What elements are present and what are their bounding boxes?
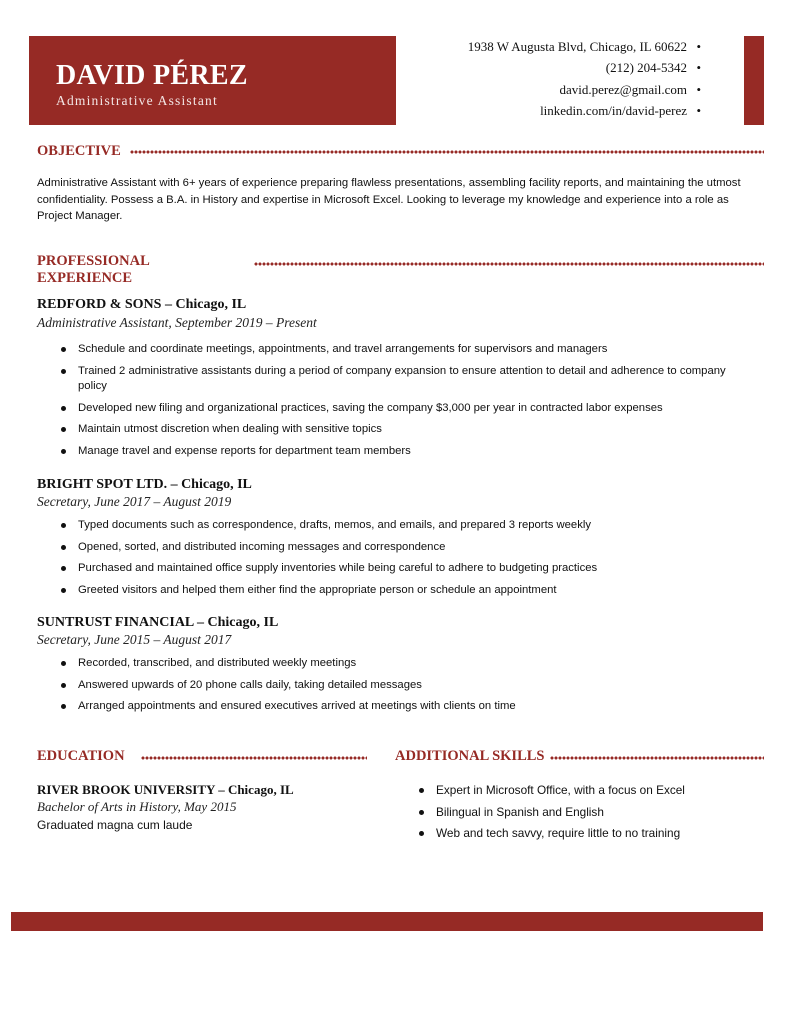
job-company: BRIGHT SPOT LTD. – Chicago, IL [37, 477, 252, 492]
job-company: REDFORD & SONS – Chicago, IL [37, 297, 247, 312]
contact-info [468, 36, 701, 121]
contact-linkedin [468, 100, 701, 121]
list-item: Purchased and maintained office supply inventories while being careful to adhere to budgeting practices [37, 561, 737, 577]
phone-text: (212) 204-5342 [605, 60, 687, 76]
linkedin-link[interactable]: linkedin.com/in/david-perez [540, 102, 687, 118]
job-role: Secretary, June 2017 – August 2019 [37, 494, 232, 509]
objective-text: Administrative Assistant with 6+ years of experience preparing flawless presentations, assembling facility reports, and maintaining the utmost confidentiality. Possess a B.A. in History and expertise in Microsoft Excel. Looking to leverage my knowledge and experience into a role as Project Manager. [37, 177, 741, 222]
contact-email [468, 79, 701, 100]
job-bullets [37, 342, 737, 465]
experience-heading-line2: EXPERIENCE [37, 270, 133, 286]
bullet-separator-icon: • [696, 102, 701, 118]
skills-heading: ADDITIONAL SKILLS [395, 748, 545, 764]
list-item: Bilingual in Spanish and English [395, 805, 765, 821]
contact-address [468, 36, 701, 57]
objective-heading: OBJECTIVE [37, 143, 121, 159]
job-role: Secretary, June 2015 – August 2017 [37, 632, 232, 647]
list-item: Schedule and coordinate meetings, appointments, and travel arrangements for supervisors and managers [37, 342, 737, 358]
address-text: 1938 W Augusta Blvd, Chicago, IL 60622 [467, 39, 687, 54]
dotted-divider [141, 756, 367, 760]
bullet-separator-icon: • [696, 39, 701, 54]
experience-heading-line1: PROFESSIONAL [37, 253, 150, 269]
experience-heading [37, 253, 150, 287]
list-item: Trained 2 administrative assistants during a period of company expansion to ensure attention to detail and adherence to company policy [37, 364, 737, 395]
education-heading: EDUCATION [37, 748, 125, 764]
contact-phone [468, 57, 701, 78]
footer-accent-bar [11, 912, 763, 931]
list-item: Opened, sorted, and distributed incoming messages and correspondence [37, 540, 737, 556]
bullet-separator-icon: • [696, 60, 701, 76]
list-item: Typed documents such as correspondence, drafts, memos, and emails, and prepared 3 reports weekly [37, 518, 737, 534]
candidate-name: DAVID PÉREZ [56, 60, 248, 91]
dotted-divider [550, 756, 764, 760]
candidate-title: Administrative Assistant [56, 93, 218, 108]
school-name: RIVER BROOK UNIVERSITY – Chicago, IL [37, 782, 294, 797]
dotted-divider [130, 150, 764, 154]
list-item: Expert in Microsoft Office, with a focus on Excel [395, 783, 765, 799]
list-item: Arranged appointments and ensured executives arrived at meetings with clients on time [37, 699, 737, 715]
list-item: Answered upwards of 20 phone calls daily, taking detailed messages [37, 678, 737, 694]
list-item: Greeted visitors and helped them either find the appropriate person or schedule an appointment [37, 583, 737, 599]
bullet-separator-icon: • [696, 81, 701, 97]
list-item: Developed new filing and organizational practices, saving the company $3,000 per year in contracted labor expenses [37, 401, 737, 417]
dotted-divider [254, 262, 764, 266]
list-item: Web and tech savvy, require little to no training [395, 826, 765, 842]
accent-side-bar [744, 36, 764, 125]
job-bullets [37, 656, 737, 721]
list-item: Maintain utmost discretion when dealing with sensitive topics [37, 422, 737, 438]
name-banner [29, 36, 396, 125]
job-role: Administrative Assistant, September 2019 – Present [37, 315, 317, 330]
degree: Bachelor of Arts in History, May 2015 [37, 799, 237, 814]
education-note: Graduated magna cum laude [37, 818, 193, 832]
job-company: SUNTRUST FINANCIAL – Chicago, IL [37, 615, 279, 630]
skills-list [395, 783, 765, 848]
list-item: Recorded, transcribed, and distributed weekly meetings [37, 656, 737, 672]
list-item: Manage travel and expense reports for department team members [37, 444, 737, 460]
email-link[interactable]: david.perez@gmail.com [559, 81, 687, 97]
job-bullets [37, 518, 737, 604]
